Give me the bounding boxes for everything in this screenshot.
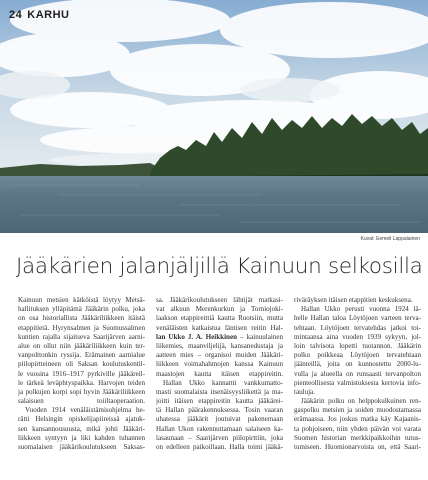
- body-text-line: Jääkärin polku on helppokulkuinen ren-: [301, 397, 421, 406]
- body-text-line: laakson etappireittiä kautta Ruotsiin, mutta: [156, 314, 283, 323]
- body-text-line: mintaansa aina vuoden 1939 sykyyn, jol-: [294, 332, 421, 341]
- body-text-line: liikemies, maanviljelijä, kansanedustaja ja: [156, 341, 283, 350]
- page-number: 24: [9, 9, 23, 21]
- text-column-1: [18, 296, 145, 452]
- body-text-line: on osa historiallista Jääkäriliikkeen itäistä: [18, 314, 145, 323]
- body-text-line: suomalaisen jääkärikoulutukseen Saksas-: [18, 443, 145, 451]
- body-text-line: joitti itäisen etappireitin kautta jääkärei-: [156, 397, 283, 406]
- body-text-line: Kainuun metsien kätköistä löytyy Metsä-: [18, 296, 145, 304]
- body-text-line: piilopirtteineen oli Saksan koulutuskentil-: [18, 360, 145, 369]
- body-text-line: vulla ja alueella on runsaasti tervanpolton: [294, 369, 421, 378]
- body-text-line: ta pohjoiseen, niin yhden päivän voi varata: [294, 424, 421, 433]
- body-text-line: masti suomalaista itsenäisyysliikettä ja ma-: [156, 387, 283, 396]
- body-text-line: tumiseen. Huomionarvoista on, että Saari-: [294, 443, 421, 451]
- body-text-line: etappitietä. Hyrynsalmen ja Suomussalmen: [18, 323, 145, 332]
- body-text-line: Hallan Ukko kannattti vankkumatto-: [163, 378, 283, 387]
- body-text-line: ja polkujen korpi sopi hyvin Jääkäriliikkeen: [18, 387, 145, 396]
- body-text-line: sa. Jääkärikoulutukseen lähtijät matkasi-: [156, 296, 283, 304]
- body-text-line: alue on ollut niin jääkäriliikkeen kuin ter-: [18, 341, 145, 350]
- page-header: [9, 9, 69, 21]
- body-text-line: jäänteillä, joita on kunnostettu 2000-lu-: [294, 360, 421, 369]
- body-text-line: riväräyksen itäisen etappitien keskuksena.: [294, 296, 413, 304]
- body-text-line: Hallan Ukko perusti vuonna 1924 lä-: [301, 305, 421, 314]
- body-text-line: Suomen historian merkkipaikkoihin tutus-: [294, 433, 421, 442]
- body-text-line: le tärkeä leväphtyspaikka. Harvojen teiden: [18, 378, 145, 387]
- body-text-line: venäläisten katkaistua läntisen reitin Hal-: [156, 323, 283, 332]
- section-title: KARHU: [27, 9, 70, 21]
- photo-credit: Kuvat: Eemeli Lappalainen: [360, 236, 420, 242]
- body-text-line: Hallan Ukon rakennuttamaan salaiseen ka-: [156, 424, 283, 433]
- body-text-fragment: – kainuulainen: [237, 332, 283, 341]
- text-column-2: [156, 296, 283, 452]
- body-text-line: salaisuen toiiltaoperaation.: [18, 397, 145, 406]
- body-text-line: gaspolku metsien ja soiden muodostamassa: [294, 406, 421, 415]
- body-text-line: tauluja.: [294, 387, 315, 396]
- body-text-line: vat alkuun Merenkurkun ja Torniojoki-: [156, 305, 283, 314]
- body-text-line: aatteen mies – organisoi muiden Jääkäri-: [156, 351, 283, 360]
- body-text-line: lasaunaan – Saarijärven piilopirttiin, joka: [156, 433, 283, 442]
- body-text-line: helle Hallan taloa Löytöjoen varteen terva-: [294, 314, 421, 323]
- article-headline: Jääkärien jalanjäljillä Kainuun selkosilla: [16, 254, 423, 279]
- body-text-line: hallituksen ylläpitämä Jääkärin polku, joka: [18, 305, 145, 314]
- body-text-line: polku poikkeaa Löytöjoen tervatehtaan: [294, 351, 421, 360]
- body-text-line: rätti Helsingin opiskelijapiireissä ajatuk-: [18, 415, 145, 424]
- body-text-line: Vuoden 1914 venäläistämisohjelma he-: [25, 406, 145, 415]
- bold-name: lan Ukko J. A. Heikkinen: [156, 332, 238, 341]
- body-text-line: sen kansannousuusta, mikä johti Jääkäri-: [18, 424, 145, 433]
- body-text-line: on edelleen paikoillaan. Halla toimi jääkä-: [156, 443, 283, 451]
- body-text-line: tehtaan. Löytöjoen tervatehdas jatkoi toi-: [294, 323, 421, 332]
- body-text-line: pienteollisesta valmistuksesta kertovia info-: [294, 378, 421, 387]
- body-text-line: kuntien rajalla sijaitseva Saarijärven aarni-: [18, 332, 145, 341]
- body-text-line: erämaassa. Jos joskus matka käy Kajaanis-: [294, 415, 421, 424]
- body-text-line: vanpolttonkin ryssija. Erämainen aarnialue: [18, 351, 145, 360]
- body-text-line: uhatessa jääkärit joutuivat pakenemaan: [156, 415, 283, 424]
- body-text-line: liikkeen voimahahmojen kanssa Kainuun: [156, 360, 283, 369]
- body-text-line: tä Hallan päärakennuksessa. Tosin vaaran: [156, 406, 283, 415]
- body-text-line: maastojen kautta itäisen etappireitin.: [156, 369, 283, 378]
- body-text-line: [156, 333, 283, 342]
- lake-landscape-photo: [0, 0, 428, 233]
- body-text-line: le vuosina 1916–1917 pyrkiville jääkäreil-: [18, 369, 145, 378]
- body-text-line: loin talvisota lopetti tuotannon. Jääkärin: [294, 341, 421, 350]
- body-text-line: liikkeen syntyyn ja liki kahden tuhannen: [18, 433, 145, 442]
- text-column-3: [294, 296, 421, 452]
